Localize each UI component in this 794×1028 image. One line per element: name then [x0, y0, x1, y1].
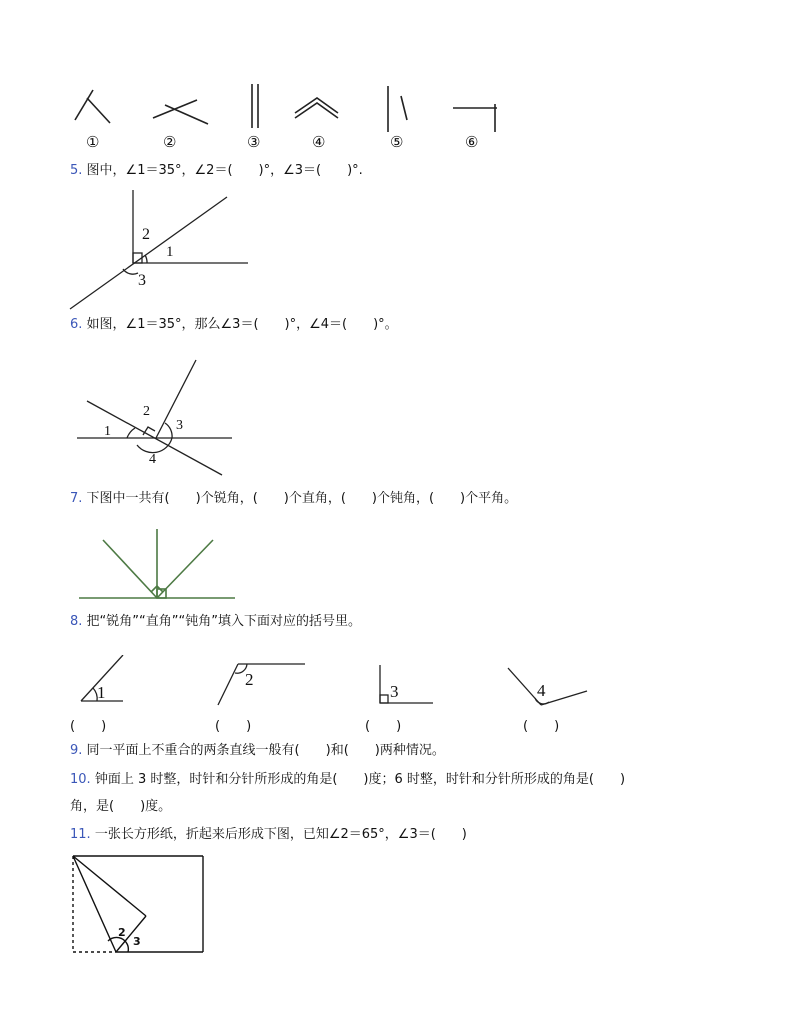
- question-11: [70, 826, 467, 844]
- q8-label-2: 2: [245, 670, 254, 689]
- question-text: 下图中一共有( )个锐角，( )个直角，( )个钝角，( )个平角。: [86, 491, 518, 506]
- question-8: [70, 613, 361, 631]
- question-number: 8.: [70, 614, 83, 629]
- line-figures-row: [65, 80, 515, 152]
- question-7: [70, 490, 517, 508]
- answer-blank-4[interactable]: ( ): [523, 719, 560, 734]
- q8-label-3: 3: [390, 682, 399, 701]
- answer-blank-2[interactable]: ( ): [215, 719, 252, 734]
- q5-label-2: 2: [142, 226, 150, 243]
- figure-label-5: ⑤: [390, 135, 404, 151]
- q6-label-4: 4: [149, 452, 156, 467]
- figure-label-1: ①: [86, 135, 100, 151]
- q11-label-2: 2: [118, 926, 126, 939]
- question-number: 7.: [70, 491, 83, 506]
- question-text: 把“锐角”“直角”“钝角”填入下面对应的括号里。: [86, 614, 361, 629]
- question-number: 6.: [70, 317, 83, 332]
- q6-label-3: 3: [176, 418, 183, 433]
- question-9: [70, 742, 445, 760]
- question-number: 10.: [70, 772, 91, 787]
- answer-blank-1[interactable]: ( ): [70, 719, 107, 734]
- question-number: 9.: [70, 743, 83, 758]
- question-text: 如图，∠1＝35°，那么∠3＝( )°，∠4＝( )°。: [86, 317, 398, 332]
- q6-label-1: 1: [104, 424, 111, 439]
- question-text-line-1: 钟面上 3 时整，时针和分针所形成的角是( )度；6 时整，时针和分针所形成的角是( ): [94, 772, 626, 787]
- question-number: 11.: [70, 827, 91, 842]
- q6-label-2: 2: [143, 404, 150, 419]
- figure-label-2: ②: [163, 135, 177, 151]
- question-text: 同一平面上不重合的两条直线一般有( )和( )两种情况。: [86, 743, 445, 758]
- q5-angle-diagram: [65, 185, 255, 315]
- question-text-line-2: 角，是( )度。: [70, 799, 172, 814]
- question-10: [70, 771, 625, 789]
- question-6: [70, 316, 398, 334]
- q8-label-1: 1: [97, 683, 106, 702]
- answer-blank-3[interactable]: ( ): [365, 719, 402, 734]
- question-10-continued: [70, 798, 171, 816]
- question-text: 一张长方形纸，折起来后形成下图，已知∠2＝65°，∠3＝( ): [94, 827, 467, 842]
- figure-label-4: ④: [312, 135, 326, 151]
- figure-label-3: ③: [247, 135, 261, 151]
- question-5: [70, 162, 363, 180]
- q5-label-3: 3: [138, 272, 146, 289]
- q5-label-1: 1: [166, 244, 174, 260]
- question-number: 5.: [70, 163, 83, 178]
- q8-angle-figures: [75, 655, 595, 707]
- q7-angle-diagram: [75, 525, 240, 605]
- figure-label-6: ⑥: [465, 135, 479, 151]
- q8-label-4: 4: [537, 681, 546, 700]
- question-text: 图中，∠1＝35°，∠2＝( )°，∠3＝( )°.: [86, 163, 363, 178]
- q11-label-3: 3: [133, 935, 141, 948]
